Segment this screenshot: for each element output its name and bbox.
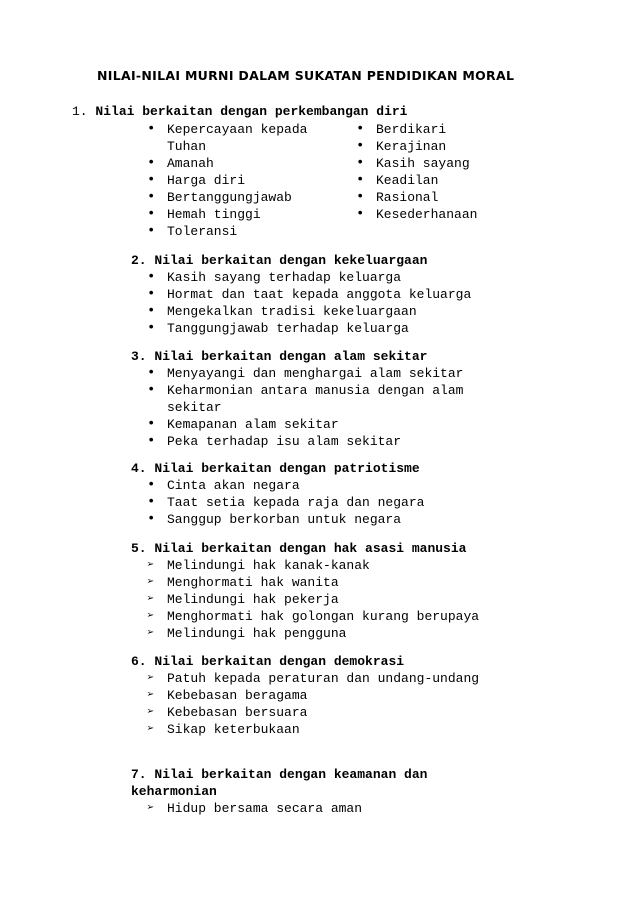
bullet-icon: • (147, 172, 156, 188)
list-item: • Kepercayaan kepada Tuhan (147, 121, 316, 154)
bullet-icon: • (147, 511, 156, 527)
section-2-heading: 2. Nilai berkaitan dengan kekeluargaan (131, 253, 428, 268)
bullet-icon: • (356, 206, 365, 222)
list-item: • Cinta akan negara (147, 477, 300, 493)
list-item: ➢ Sikap keterbukaan (147, 722, 300, 737)
arrow-bullet-icon: ➢ (147, 575, 155, 589)
arrow-bullet-icon: ➢ (147, 671, 155, 685)
bullet-icon: • (147, 155, 156, 171)
bullet-icon: • (356, 189, 365, 205)
bullet-icon: • (147, 121, 156, 137)
section-6-heading: 6. Nilai berkaitan dengan demokrasi (131, 654, 405, 669)
section-7-list (147, 800, 477, 817)
list-item: ➢ Patuh kepada peraturan dan undang-undang (147, 671, 480, 686)
page-title: NILAI-NILAI MURNI DALAM SUKATAN PENDIDIKAN MORAL (97, 68, 515, 83)
bullet-icon: • (147, 286, 156, 302)
bullet-icon: • (147, 382, 156, 398)
list-item: • Rasional (356, 189, 439, 205)
section-4-list (147, 477, 477, 528)
bullet-icon: • (147, 269, 156, 285)
list-item: • Taat setia kepada raja dan negara (147, 494, 425, 510)
list-item: ➢ Menghormati hak golongan kurang berupaya (147, 609, 480, 624)
arrow-bullet-icon: ➢ (147, 801, 155, 815)
section-6-list (147, 670, 507, 738)
list-item: ➢ Kebebasan beragama (147, 688, 308, 703)
section-5-list (147, 557, 507, 642)
list-item: • Berdikari (356, 121, 447, 137)
list-item: • Bertanggungjawab (147, 189, 292, 205)
list-item: • Peka terhadap isu alam sekitar (147, 433, 402, 449)
arrow-bullet-icon: ➢ (147, 609, 155, 623)
bullet-icon: • (147, 416, 156, 432)
list-item: ➢ Melindungi hak pengguna (147, 626, 347, 641)
section-5-heading: 5. Nilai berkaitan dengan hak asasi manusia (131, 541, 467, 556)
bullet-icon: • (147, 189, 156, 205)
bullet-icon: • (147, 223, 156, 239)
list-item: • Keharmonian antara manusia dengan alam sekitar (147, 382, 472, 415)
bullet-icon: • (356, 138, 365, 154)
list-item: • Kasih sayang terhadap keluarga (147, 269, 402, 285)
list-item: • Amanah (147, 155, 214, 171)
list-item: • Hormat dan taat kepada anggota keluarga (147, 286, 472, 302)
section-3-list (147, 365, 477, 450)
arrow-bullet-icon: ➢ (147, 558, 155, 572)
list-item: • Tanggungjawab terhadap keluarga (147, 320, 409, 336)
section-1-list-left (147, 121, 327, 240)
section-2-list (147, 269, 507, 337)
bullet-icon: • (147, 433, 156, 449)
section-7-heading: 7. Nilai berkaitan dengan keamanan dan keharmonian (131, 767, 428, 799)
list-item: • Sanggup berkorban untuk negara (147, 511, 402, 527)
list-item: • Toleransi (147, 223, 238, 239)
bullet-icon: • (147, 303, 156, 319)
section-1-title: Nilai berkaitan dengan perkembangan diri (95, 104, 408, 119)
bullet-icon: • (356, 172, 365, 188)
arrow-bullet-icon: ➢ (147, 688, 155, 702)
list-item: ➢ Melindungi hak pekerja (147, 592, 339, 607)
list-item: • Keadilan (356, 172, 439, 188)
list-item: • Menyayangi dan menghargai alam sekitar (147, 365, 464, 381)
list-item: ➢ Menghormati hak wanita (147, 575, 339, 590)
bullet-icon: • (147, 320, 156, 336)
bullet-icon: • (147, 206, 156, 222)
bullet-icon: • (147, 494, 156, 510)
section-3-heading: 3. Nilai berkaitan dengan alam sekitar (131, 349, 428, 364)
list-item: ➢ Melindungi hak kanak-kanak (147, 558, 370, 573)
list-item: • Mengekalkan tradisi kekeluargaan (147, 303, 417, 319)
list-item: • Kemapanan alam sekitar (147, 416, 339, 432)
bullet-icon: • (356, 121, 365, 137)
section-1-list-right (356, 121, 536, 223)
list-item: ➢ Kebebasan bersuara (147, 705, 308, 720)
list-item: ➢ Hidup bersama secara aman (147, 801, 363, 816)
arrow-bullet-icon: ➢ (147, 722, 155, 736)
section-1-heading (72, 104, 407, 119)
section-4-heading: 4. Nilai berkaitan dengan patriotisme (131, 461, 420, 476)
list-item: • Harga diri (147, 172, 246, 188)
arrow-bullet-icon: ➢ (147, 592, 155, 606)
bullet-icon: • (356, 155, 365, 171)
list-item: • Kasih sayang (356, 155, 470, 171)
list-item: • Hemah tinggi (147, 206, 261, 222)
arrow-bullet-icon: ➢ (147, 705, 155, 719)
list-item: • Kesederhanaan (356, 206, 478, 222)
list-item: • Kerajinan (356, 138, 447, 154)
bullet-icon: • (147, 365, 156, 381)
bullet-icon: • (147, 477, 156, 493)
section-1-number: 1. (72, 104, 88, 119)
arrow-bullet-icon: ➢ (147, 626, 155, 640)
